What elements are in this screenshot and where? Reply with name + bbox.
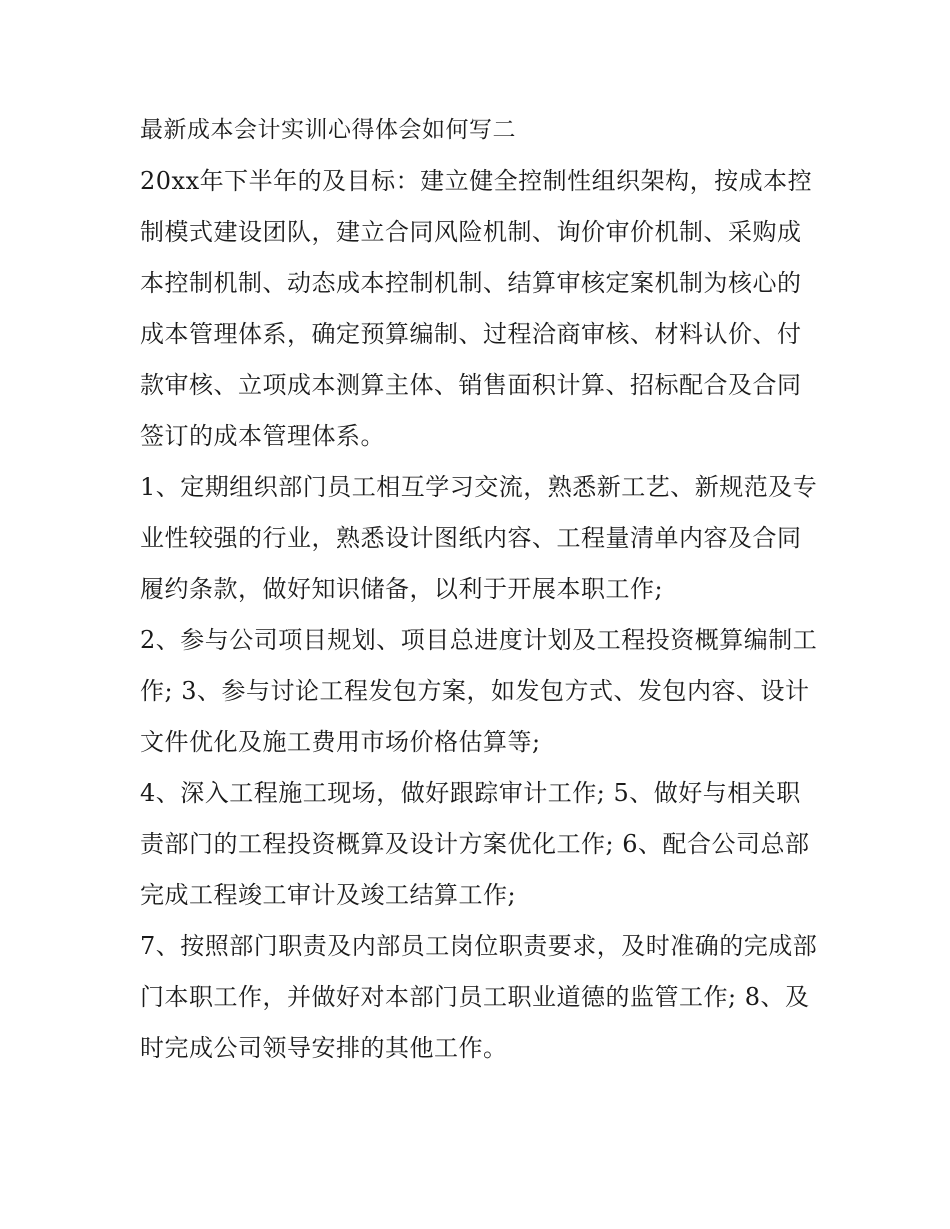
document-title: 最新成本会计实训心得体会如何写二 (140, 117, 516, 143)
paragraph-item-1: 1、定期组织部门员工相互学习交流，熟悉新工艺、新规范及专业性较强的行业，熟悉设计图纸内容、工程量清单内容及合同履约条款，做好知识储备，以利于开展本职工作; (140, 473, 818, 603)
paragraph-item-7-8: 7、按照部门职责及内部员工岗位职责要求，及时准确的完成部门本职工作，并做好对本部门员工职业道德的监管工作; 8、及时完成公司领导安排的其他工作。 (140, 932, 818, 1062)
document-body (140, 110, 820, 1074)
paragraph-item-4-6: 4、深入工程施工现场，做好跟踪审计工作; 5、做好与相关职责部门的工程投资概算及设计方案优化工作; 6、配合公司总部完成工程竣工审计及竣工结算工作; (140, 779, 810, 909)
paragraph-item-2-3: 2、参与公司项目规划、项目总进度计划及工程投资概算编制工作; 3、参与讨论工程发包方案，如发包方式、发包内容、设计文件优化及施工费用市场价格估算等; (140, 626, 818, 756)
paragraph-goals: 20xx年下半年的及目标：建立健全控制性组织架构，按成本控制模式建设团队，建立合同风险机制、询价审价机制、采购成本控制机制、动态成本控制机制、结算审核定案机制为核心的成本管理体系，确定预算编制、过程洽商审核、材料认价、付款审核、立项成本测算主体、销售面积计算、招标配合及合同签订的成本管理体系。 (140, 167, 813, 450)
